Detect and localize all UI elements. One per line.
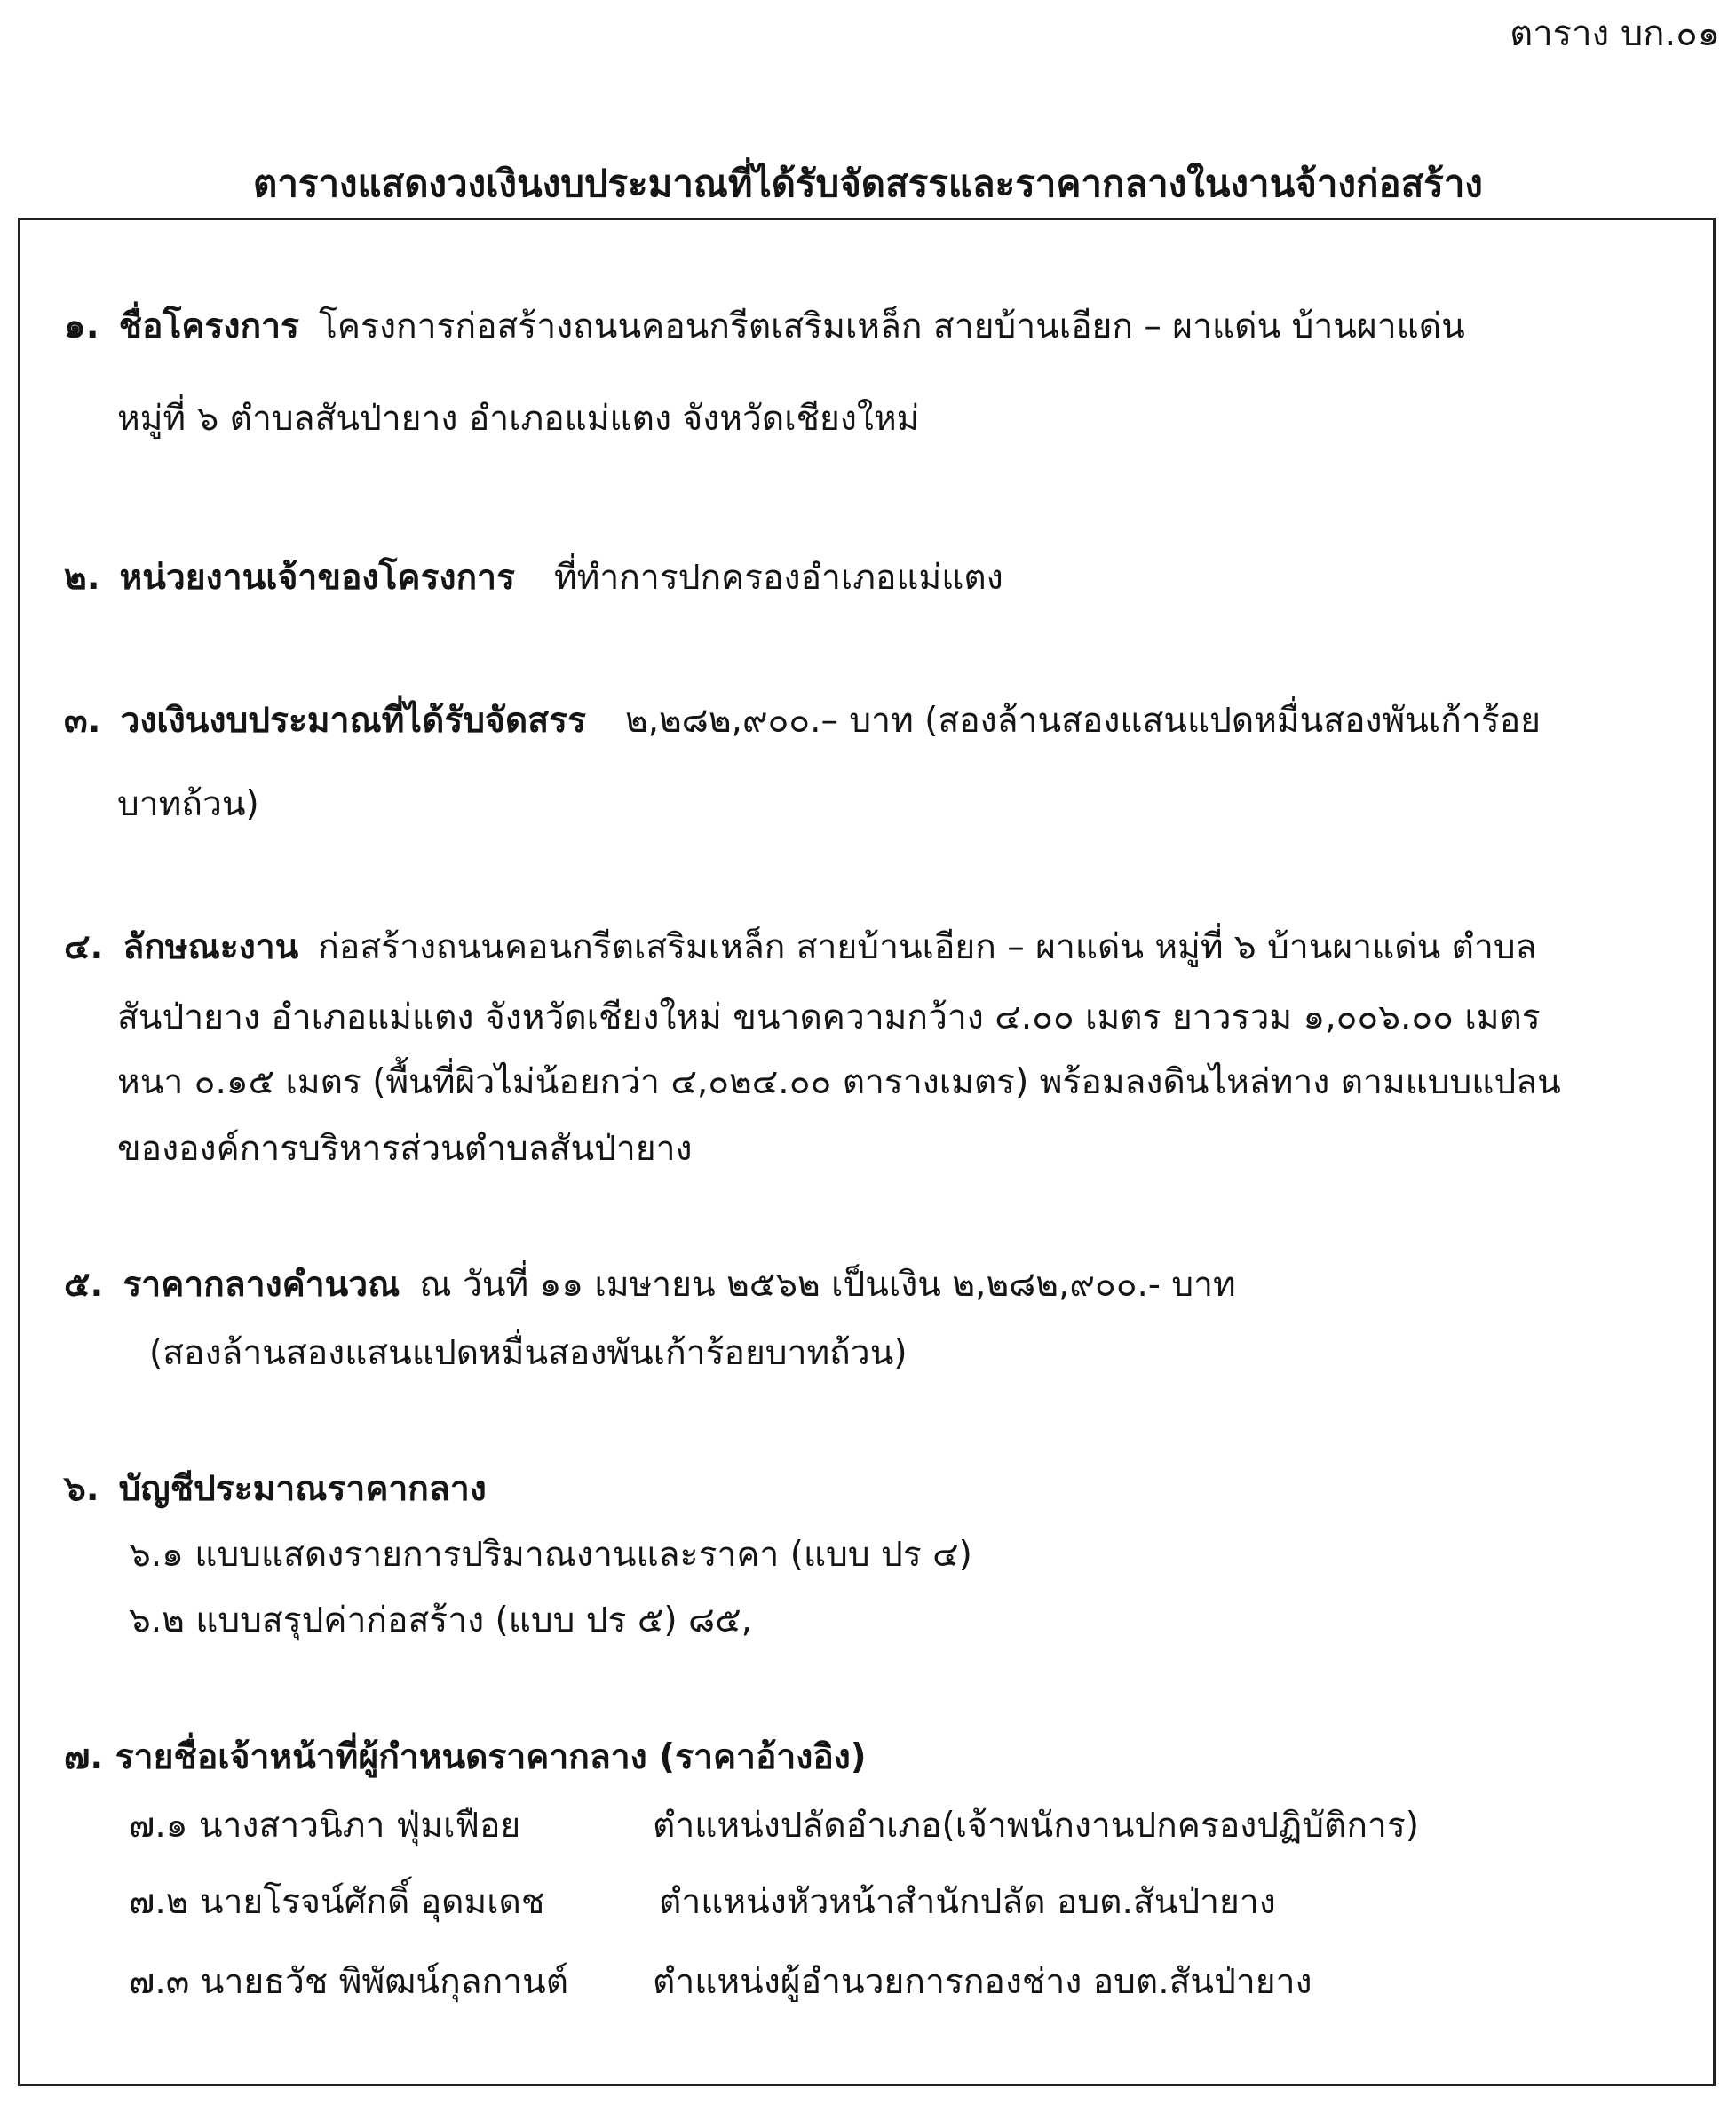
document-title: ตารางแสดงวงเงินงบประมาณที่ได้รับจัดสรรและราคากลางในงานจ้างก่อสร้าง	[253, 162, 1483, 205]
official-2-name: ๗.๒ นายโรจน์ศักดิ์ อุดมเดช	[129, 1882, 545, 1922]
section-6-item-2: ๖.๒ แบบสรุปค่าก่อสร้าง (แบบ ปร ๕) ๘๕,	[129, 1601, 753, 1640]
section-7-heading: ๗. รายชื่อเจ้าหน้าที่ผู้กำหนดราคากลาง (ราคาอ้างอิง)	[64, 1737, 867, 1777]
section-1-number: ๑.	[64, 306, 99, 346]
section-3-line-1	[64, 700, 1541, 743]
section-5-text: ณ วันที่ ๑๑ เมษายน ๒๕๖๒ เป็นเงิน ๒,๒๘๒,๙๐๐.- บาท	[419, 1265, 1236, 1305]
section-4-line-2: สันป่ายาง อำเภอแม่แตง จังหวัดเชียงใหม่ ขนาดความกว้าง ๔.๐๐ เมตร ยาวรวม ๑,๐๐๖.๐๐ เมตร	[117, 997, 1541, 1037]
section-2-number: ๒.	[64, 558, 100, 598]
official-2-position: ตำแหน่งหัวหน้าสำนักปลัด อบต.สันป่ายาง	[659, 1882, 1276, 1922]
section-4-number: ๔.	[64, 927, 104, 967]
section-1-heading: ชื่อโครงการ	[118, 306, 299, 346]
section-4-heading: ลักษณะงาน	[123, 927, 299, 967]
section-3-heading: วงเงินงบประมาณที่ได้รับจัดสรร	[120, 701, 586, 741]
official-1-name: ๗.๑ นางสาวนิภา ฟุ่มเฟือย	[129, 1806, 521, 1846]
section-5-number: ๕.	[64, 1265, 104, 1305]
section-6-item-1: ๖.๑ แบบแสดงรายการปริมาณงานและราคา (แบบ ปร ๔)	[129, 1535, 972, 1575]
section-1-line-2: หมู่ที่ ๖ ตำบลสันป่ายาง อำเภอแม่แตง จังหวัดเชียงใหม่	[117, 399, 920, 439]
section-4-line-4: ขององค์การบริหารส่วนตำบลสันป่ายาง	[117, 1129, 693, 1169]
section-1-line-1	[64, 306, 1465, 349]
form-id: ตาราง บก.๐๑	[1510, 13, 1720, 54]
section-6-heading: บัญชีประมาณราคากลาง	[118, 1469, 487, 1509]
section-3-text: ๒,๒๘๒,๙๐๐.– บาท (สองล้านสองแสนแปดหมื่นสองพันเก้าร้อย	[624, 701, 1541, 741]
section-4-line-3: หนา ๐.๑๕ เมตร (พื้นที่ผิวไม่น้อยกว่า ๔,๐๒๔.๐๐ ตารางเมตร) พร้อมลงดินไหล่ทาง ตามแบบแปลน	[117, 1062, 1561, 1102]
official-3-position: ตำแหน่งผู้อำนวยการกองช่าง อบต.สันป่ายาง	[653, 1962, 1312, 2002]
section-3-line-2: บาทถ้วน)	[117, 784, 259, 824]
section-2-line-1	[64, 557, 1003, 600]
section-4-line-1	[64, 926, 1537, 970]
section-5-line-2: (สองล้านสองแสนแปดหมื่นสองพันเก้าร้อยบาทถ้วน)	[149, 1333, 908, 1373]
official-1-position: ตำแหน่งปลัดอำเภอ(เจ้าพนักงานปกครองปฏิบัติการ)	[653, 1806, 1419, 1846]
section-3-number: ๓.	[64, 701, 101, 741]
section-6-line-1	[64, 1468, 487, 1512]
section-6-number: ๖.	[64, 1469, 99, 1509]
section-2-heading: หน่วยงานเจ้าของโครงการ	[119, 558, 515, 598]
section-4-text: ก่อสร้างถนนคอนกรีตเสริมเหล็ก สายบ้านเอียก – ผาแด่น หมู่ที่ ๖ บ้านผาแด่น ตำบล	[318, 927, 1537, 967]
official-3-name: ๗.๓ นายธวัช พิพัฒน์กุลกานต์	[129, 1962, 569, 2002]
section-2-text: ที่ทำการปกครองอำเภอแม่แตง	[553, 558, 1003, 598]
section-1-text: โครงการก่อสร้างถนนคอนกรีตเสริมเหล็ก สายบ้านเอียก – ผาแด่น บ้านผาแด่น	[318, 306, 1465, 346]
section-5-heading: ราคากลางคำนวณ	[123, 1265, 400, 1305]
section-5-line-1	[64, 1264, 1236, 1307]
